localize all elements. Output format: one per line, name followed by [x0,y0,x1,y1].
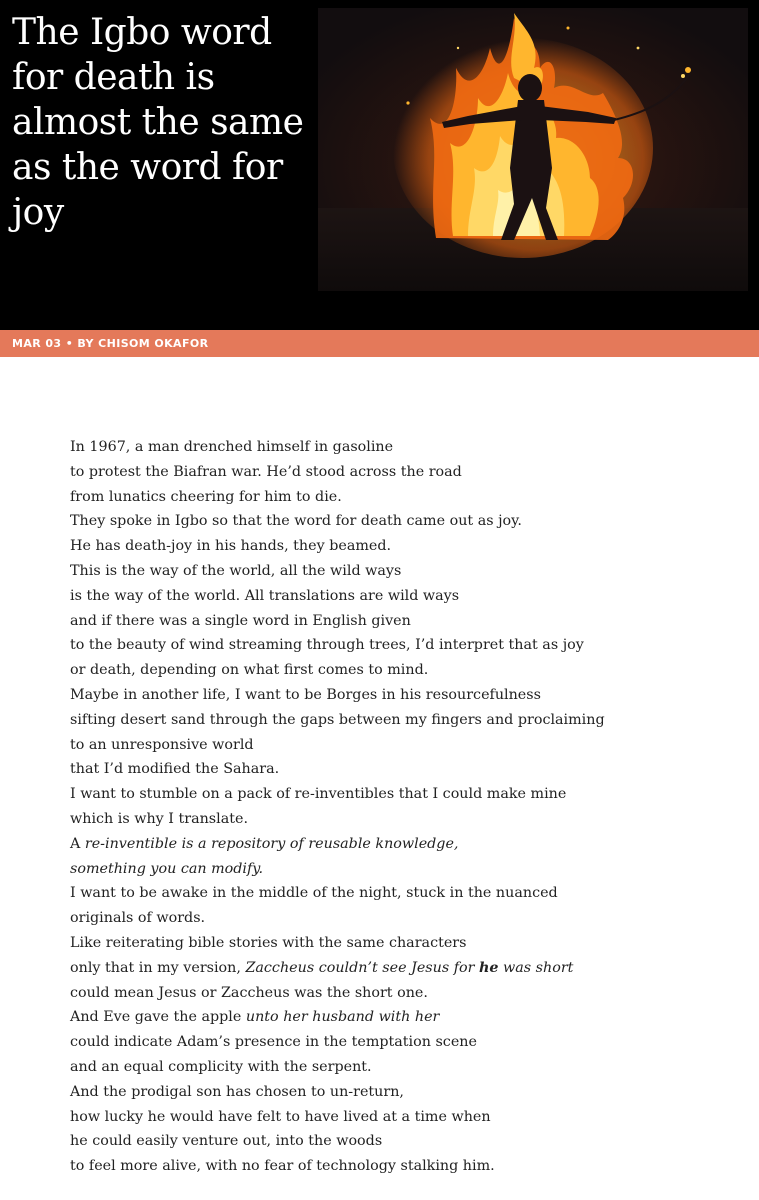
poem-line: that I’d modified the Sahara. [70,761,280,778]
poem-line [70,956,710,981]
poem-line: to feel more alive, with no fear of technology stalking him. [70,1158,495,1175]
article-meta-bar [0,330,759,357]
poem-line-segment: something you can modify. [70,860,264,877]
poem-line: which is why I translate. [70,810,248,827]
post-date: MAR 03 [12,337,62,350]
burning-man-image [318,8,748,291]
poem-line: to the beauty of wind streaming through trees, I’d interpret that as joy [70,637,584,654]
poem-line-segment: A [70,835,85,852]
poem-line: and an equal complicity with the serpent. [70,1058,372,1075]
poem-line: I want to be awake in the middle of the night, stuck in the nuanced [70,885,558,902]
poem-line: This is the way of the world, all the wild ways [70,562,402,579]
poem-line-segment: re-inventible is a repository of reusable knowledge, [84,835,459,852]
poem-line: He has death-joy in his hands, they beamed. [70,538,392,555]
poem-line-segment: unto her husband with her [245,1009,440,1026]
article-hero [0,0,759,330]
hero-photo [318,8,748,291]
poem-line [70,857,710,882]
poem-line: and if there was a single word in English given [70,612,411,629]
poem-line: to an unresponsive world [70,736,254,753]
poem-line: originals of words. [70,910,206,927]
poem-line [70,832,710,857]
poem-line: to protest the Biafran war. He’d stood across the road [70,463,462,480]
poem-line: I want to stumble on a pack of re-inventibles that I could make mine [70,786,567,803]
poem-line-segment: was short [498,959,574,976]
poem-line: Like reiterating bible stories with the same characters [70,934,467,951]
author-byline: BY CHISOM OKAFOR [77,337,209,350]
poem-line: could mean Jesus or Zaccheus was the short one. [70,984,428,1001]
poem-line: from lunatics cheering for him to die. [70,488,342,505]
poem-line: They spoke in Igbo so that the word for death came out as joy. [70,513,522,530]
poem-line: Maybe in another life, I want to be Borges in his resourcefulness [70,686,541,703]
poem-line-segment: And Eve gave the apple [70,1009,246,1026]
poem-line: is the way of the world. All translations are wild ways [70,587,460,604]
poem-line: could indicate Adam’s presence in the temptation scene [70,1034,477,1051]
poem-line: sifting desert sand through the gaps between my fingers and proclaiming [70,711,605,728]
poem-line [70,1005,710,1030]
poem-line-segment: he [479,959,499,976]
poem-line-segment: only that in my version, [70,959,246,976]
meta-separator: • [65,337,74,350]
poem-line: And the prodigal son has chosen to un-return, [70,1083,404,1100]
poem-line: or death, depending on what first comes to mind. [70,662,429,679]
poem-body [70,435,710,1179]
poem-line: how lucky he would have felt to have lived at a time when [70,1108,491,1125]
poem-line: he could easily venture out, into the woods [70,1133,383,1150]
poem-line: In 1967, a man drenched himself in gasoline [70,439,394,455]
poem-line-segment: Zaccheus couldn’t see Jesus for [245,959,479,976]
article-meta [12,337,209,350]
article-title: The Igbo word for death is almost the same as the word for joy [12,12,304,233]
